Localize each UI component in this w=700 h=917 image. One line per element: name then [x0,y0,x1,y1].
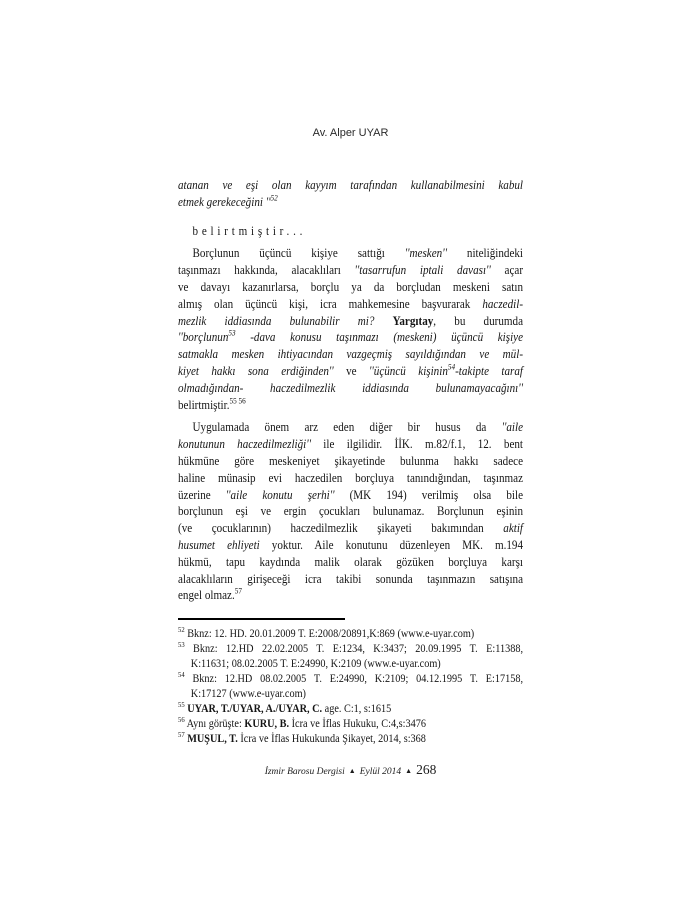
footnote-53 [178,641,523,671]
footnote-57 [178,731,523,746]
footer-issue-date: Eylül 2014 [359,767,402,777]
footnote-separator-rule [178,618,345,620]
text-line: konutunun haczedilmezliği'' ile ilgilidir. İİK. m.82/f.1, 12. bent [178,436,524,452]
text-line: belirtmiştir.$^{55 56}$ [178,395,246,412]
text-line: $^{56}$ Aynı görüşte: KURU, B. İcra ve İflas Hukuku, C:4,s:3476 [178,715,426,730]
text-line: ve davayı kazanırlarsa, borçlu ya da borçludan meskeni satın [178,278,524,294]
text-line: üzerine ''aile konutu şerhi'' (MK 194) verilmiş olsa bile [178,486,524,502]
text-line: husumet ehliyeti yoktur. Aile konutunu düzenleyen MK. m.194 [178,536,524,552]
text-line: K:11631; 08.02.2005 T. E:24990, K:2109 (www.e-uyar.com) [190,656,441,670]
text-line: atanan ve eşi olan kayyım tarafından kullanabilmesini kabul [178,177,524,192]
footnotes-list [178,626,523,746]
text-line: Uygulamada önem arz eden diğer bir husus da ''aile [192,419,524,435]
belirtmistir-statement [178,223,523,240]
text-line: etmek gerekeceğini ''$^{52}$ [178,192,278,209]
text-line: $^{54}$ Bknz: 12.HD 08.02.2005 T. E:24990, K:2109; 04.12.1995 T. E:17158, [178,670,524,685]
page-footer [178,762,523,778]
text-line: K:17127 (www.e-uyar.com) [190,686,306,700]
text-line: hükmü, tapu kaydında malik olarak gözüken borçluya karşı [178,553,524,569]
text-line: alacaklıların girişeceği icra takibi sonunda taşınmazın satışına [178,570,524,586]
text-line: $^{52}$ Bknz: 12. HD. 20.01.2009 T. E:2008/20891,K:869 (www.e-uyar.com) [178,625,475,640]
opening-quote-paragraph [178,177,523,211]
text-line: borçlunun eşi ve ergin çocukları bulunamaz. Borçlunun eşinin [178,503,524,519]
text-line: $^{55}$ UYAR, T./UYAR, A./UYAR, C. age. C:1, s:1615 [178,700,392,715]
text-line: mezlik iddiasında bulunabilir mi? Yargıtay, bu durumda [178,312,524,328]
footnote-52 [178,626,523,641]
article [178,177,523,604]
mesken-haczedilmezlik-paragraph [178,245,523,413]
text-line: (ve çocuklarının) haczedilmezlik şikayeti bakımından aktif [178,520,524,536]
footer-journal-title: İzmir Barosu Dergisi [264,767,345,777]
text-line: engel olmaz.$^{57}$ [178,586,242,603]
text-line: $^{57}$ MUŞUL, T. İcra ve İflas Hukukunda Şikayet, 2014, s:368 [178,730,426,745]
text-line: satmakla mesken ihtiyacından vazgeçmiş sayıldığından ve mül- [178,346,524,362]
text-line: $^{53}$ Bknz: 12.HD 22.02.2005 T. E:1234, K:3437; 20.09.1995 T. E:11388, [178,640,524,655]
text-line: olmadığından- haczedilmezlik iddiasında bulunamayacağını'' [178,379,524,395]
text-line: almış olan üçüncü kişi, icra mahkemesine başvurarak haczedil- [178,295,524,311]
aile-konutu-paragraph [178,419,523,604]
footer-page-number: 268 [416,762,437,777]
triangle-icon: ▲ [348,767,356,775]
text-line: belirtmiştir... [192,222,307,238]
text-line: ''borçlunun$^{53}$ -dava konusu taşınmazı (meskeni) üçüncü kişiye [178,328,524,345]
text-line: taşınmazı hakkında, alacaklıları ''tasarrufun iptali davası'' açar [178,262,524,278]
page-header-author: Av. Alper UYAR [312,127,389,139]
triangle-icon: ▲ [405,767,413,775]
text-line: haline münasip evi haczedilen borçluya tanındığından, taşınmaz [178,469,524,485]
footnotes-section [178,618,523,746]
text-line: Borçlunun üçüncü kişiye sattığı ''mesken'' niteliğindeki [192,245,524,261]
footnote-55 [178,701,523,716]
footnote-54 [178,671,523,701]
footnote-56 [178,716,523,731]
text-line: kiyet hakkı sona erdiğinden'' ve ''üçüncü kişinin$^{54}$-takipte taraf [178,361,524,378]
text-line: hükmüne göre meskeniyet şikayetinde bulunma hakkı sadece [178,452,524,468]
